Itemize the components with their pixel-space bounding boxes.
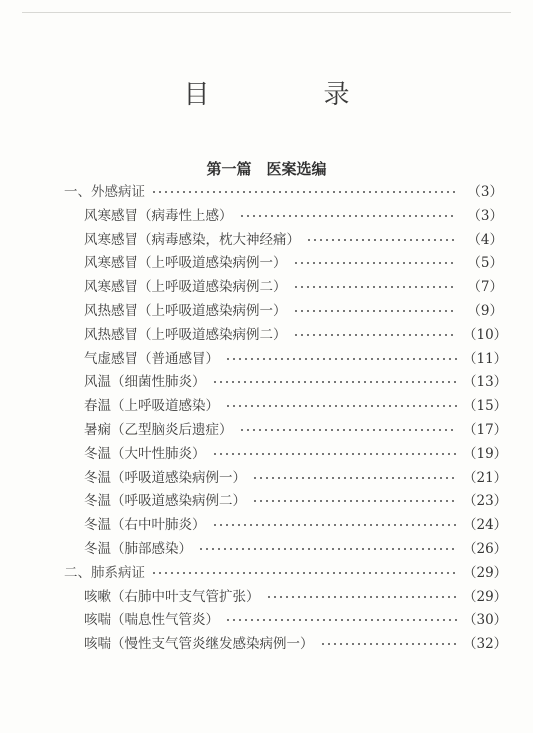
dot-leader [198,548,457,550]
toc-entry-page-number: （7） [467,279,503,296]
toc-entry-page-number: （21） [463,469,508,486]
toc-entry-label: 气虚感冒（普通感冒） [84,350,219,367]
toc-entry[interactable] [84,275,503,295]
toc-entry-label: 风寒感冒（上呼吸道感染病例二） [84,279,287,296]
toc-entry-label: 二、肺系病证 [64,564,145,581]
toc-entry-label: 冬温（呼吸道感染病例二） [84,493,246,510]
part-title: 第一篇 医案选编 [206,160,327,178]
toc-entry[interactable] [84,204,503,224]
toc-entry[interactable] [84,251,503,271]
dot-leader [252,477,457,479]
toc-entry-label: 咳嗽（右肺中叶支气管扩张） [84,588,260,605]
toc-entry[interactable] [84,418,508,438]
toc-entry-label: 风热感冒（上呼吸道感染病例二） [84,326,287,343]
toc-entry[interactable] [84,489,508,510]
toc-entry[interactable] [84,394,508,415]
dot-leader [212,453,458,455]
dot-leader [266,596,458,598]
toc-entry-page-number: （15） [463,398,508,415]
toc-entry[interactable] [84,537,508,557]
toc-entry-label: 冬温（呼吸道感染病例一） [84,469,246,486]
dot-leader [252,500,457,502]
toc-entry[interactable] [84,347,508,367]
toc-entry-label: 风寒感冒（病毒感染，枕大神经痛） [84,231,300,248]
toc-entry-page-number: （11） [463,350,508,367]
dot-leader [293,334,458,336]
toc-entry-label: 风热感冒（上呼吸道感染病例一） [84,303,287,319]
toc-entry-page-number: （5） [467,255,503,272]
toc-entry-label: 冬温（大叶性肺炎） [84,445,206,462]
toc-entry-label: 春温（上呼吸道感染） [84,398,219,415]
toc-entry-label: 一、外感病证 [64,184,145,200]
toc-entry-page-number: （10） [463,326,508,343]
dot-leader [151,191,457,193]
toc-entry[interactable] [84,323,508,343]
toc-entry-page-number: （19） [463,445,508,462]
toc-section-entry[interactable] [64,561,508,581]
toc-entry-label: 冬温（右中叶肺炎） [84,517,206,534]
toc-entry-label: 咳喘（喘息性气管炎） [84,612,219,629]
toc-entry[interactable] [84,466,508,486]
toc-entry-page-number: （13） [463,374,508,391]
dot-leader [239,215,458,217]
dot-leader [212,524,458,526]
dot-leader [293,310,458,312]
toc-entry-page-number: （29） [463,564,508,581]
toc-entry-label: 风寒感冒（病毒性上感） [84,207,233,224]
toc-section-entry[interactable] [64,180,503,200]
toc-entry-page-number: （23） [463,493,508,510]
toc-entry[interactable] [84,228,503,248]
toc-entry[interactable] [84,608,508,629]
toc-entry-label: 暑痫（乙型脑炎后遗症） [84,422,233,438]
toc-entry[interactable] [84,632,508,653]
dot-leader [320,643,458,645]
toc-entry-page-number: （17） [463,422,508,438]
toc-entry-page-number: （4） [467,231,503,248]
toc-entry-page-number: （32） [463,636,508,653]
toc-entry-label: 风寒感冒（上呼吸道感染病例一） [84,255,287,272]
toc-entry[interactable] [84,442,508,462]
dot-leader [225,405,457,407]
toc-entry-label: 冬温（肺部感染） [84,541,192,557]
dot-leader [293,262,458,264]
toc-entry-page-number: （30） [463,612,508,629]
toc-entry[interactable] [84,513,508,534]
dot-leader [212,381,458,383]
dot-leader [239,429,458,431]
top-rule [22,12,511,13]
toc-entry-page-number: （26） [463,541,508,557]
toc-entry-page-number: （3） [467,207,503,224]
toc-entry[interactable] [84,585,508,605]
dot-leader [293,286,458,288]
dot-leader [306,239,457,241]
toc-entry-page-number: （9） [467,303,503,319]
toc-entry-label: 咳喘（慢性支气管炎继发感染病例一） [84,636,314,653]
toc-entry-page-number: （24） [463,517,508,534]
toc-entry-page-number: （29） [463,588,508,605]
page-title: 目 录 [183,80,394,110]
toc-entry[interactable] [84,299,503,319]
dot-leader [225,619,457,621]
dot-leader [225,358,457,360]
toc-entry-page-number: （3） [467,184,503,200]
toc-entry-label: 风温（细菌性肺炎） [84,374,206,391]
toc-entry[interactable] [84,370,508,391]
dot-leader [151,572,457,574]
